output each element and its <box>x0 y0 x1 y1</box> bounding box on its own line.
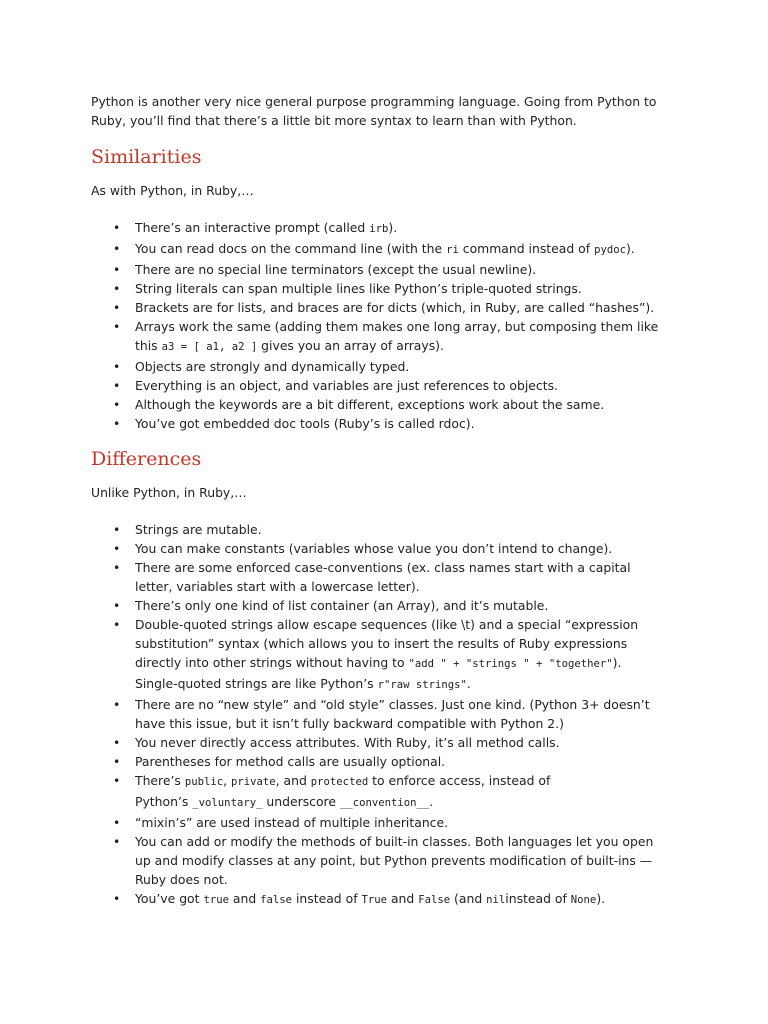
inline-code: a3 = [ a1, a2 ] <box>161 341 258 353</box>
intro-paragraph <box>91 92 691 130</box>
similarities-heading: Similarities <box>91 146 202 168</box>
list-item: • You can make constants (variables whose value you don’t intend to change). <box>91 539 691 558</box>
inline-code: "add " + "strings " + "together" <box>408 658 613 670</box>
intro-line-1: Python is another very nice general purpose programming language. Going from Python to <box>91 94 657 109</box>
similarities-list <box>91 218 691 433</box>
inline-code: None <box>570 894 597 906</box>
list-item: • “mixin’s” are used instead of multiple inheritance. <box>91 813 691 832</box>
inline-code: nil <box>486 894 506 906</box>
differences-list <box>91 520 691 910</box>
inline-code: false <box>260 894 293 906</box>
inline-code: __convention__ <box>339 797 430 809</box>
list-item: • Everything is an object, and variables are just references to objects. <box>91 376 691 395</box>
list-item: • Although the keywords are a bit different, exceptions work about the same. <box>91 395 691 414</box>
list-item: • There are some enforced case-conventions (ex. class names start with a capital letter, variables start with a lowercase letter). <box>91 558 691 596</box>
list-item: • There’s public, private, and protected to enforce access, instead of Python’s _voluntary_ underscore __convention__. <box>91 771 691 813</box>
inline-code: ri <box>446 244 459 256</box>
differences-lead: Unlike Python, in Ruby,… <box>91 485 247 500</box>
list-item: • String literals can span multiple lines like Python’s triple-quoted strings. <box>91 279 691 298</box>
inline-code: pydoc <box>594 244 626 256</box>
differences-heading: Differences <box>91 448 202 470</box>
inline-code: True <box>361 894 388 906</box>
inline-code: irb <box>369 223 389 235</box>
similarities-lead: As with Python, in Ruby,… <box>91 183 254 198</box>
inline-code: private <box>231 776 276 788</box>
list-item: • You can read docs on the command line (with the ri command instead of pydoc). <box>91 239 691 260</box>
intro-line-2: Ruby, you’ll find that there’s a little bit more syntax to learn than with Python. <box>91 113 577 128</box>
inline-code: _voluntary_ <box>192 797 263 809</box>
list-item: • Parentheses for method calls are usually optional. <box>91 752 691 771</box>
list-item: • Arrays work the same (adding them makes one long array, but composing them like this a3 = [ a1, a2 ] gives you an array of arrays). <box>91 317 691 357</box>
inline-code: r"raw strings" <box>377 679 467 691</box>
inline-code: protected <box>310 776 369 788</box>
list-item: • There are no “new style” and “old style” classes. Just one kind. (Python 3+ doesn’t have this issue, but it isn’t fully backward compatible with Python 2.) <box>91 695 691 733</box>
list-item: • There’s only one kind of list container (an Array), and it’s mutable. <box>91 596 691 615</box>
list-item: • You’ve got true and false instead of True and False (and nilinstead of None). <box>91 889 691 910</box>
document-page <box>91 92 691 910</box>
list-item: • Strings are mutable. <box>91 520 691 539</box>
inline-code: public <box>184 776 224 788</box>
list-item: • Objects are strongly and dynamically typed. <box>91 357 691 376</box>
list-item: • You’ve got embedded doc tools (Ruby’s is called rdoc). <box>91 414 691 433</box>
list-item: • There are no special line terminators (except the usual newline). <box>91 260 691 279</box>
list-item: • There’s an interactive prompt (called irb). <box>91 218 691 239</box>
inline-code: true <box>203 894 229 906</box>
list-item: • You never directly access attributes. With Ruby, it’s all method calls. <box>91 733 691 752</box>
list-item: • Brackets are for lists, and braces are for dicts (which, in Ruby, are called “hashes”). <box>91 298 691 317</box>
list-item: • You can add or modify the methods of built-in classes. Both languages let you open up and modify classes at any point, but Python prevents modification of built-ins — Ruby does not. <box>91 832 691 889</box>
list-item: • Double-quoted strings allow escape sequences (like \t) and a special “expression substitution” syntax (which allows you to insert the results of Ruby expressions directly into other strings without having to "add " + "strings " + "together"). Single-quoted strings are like Python’s r"raw strings". <box>91 615 691 695</box>
inline-code: False <box>418 894 451 906</box>
